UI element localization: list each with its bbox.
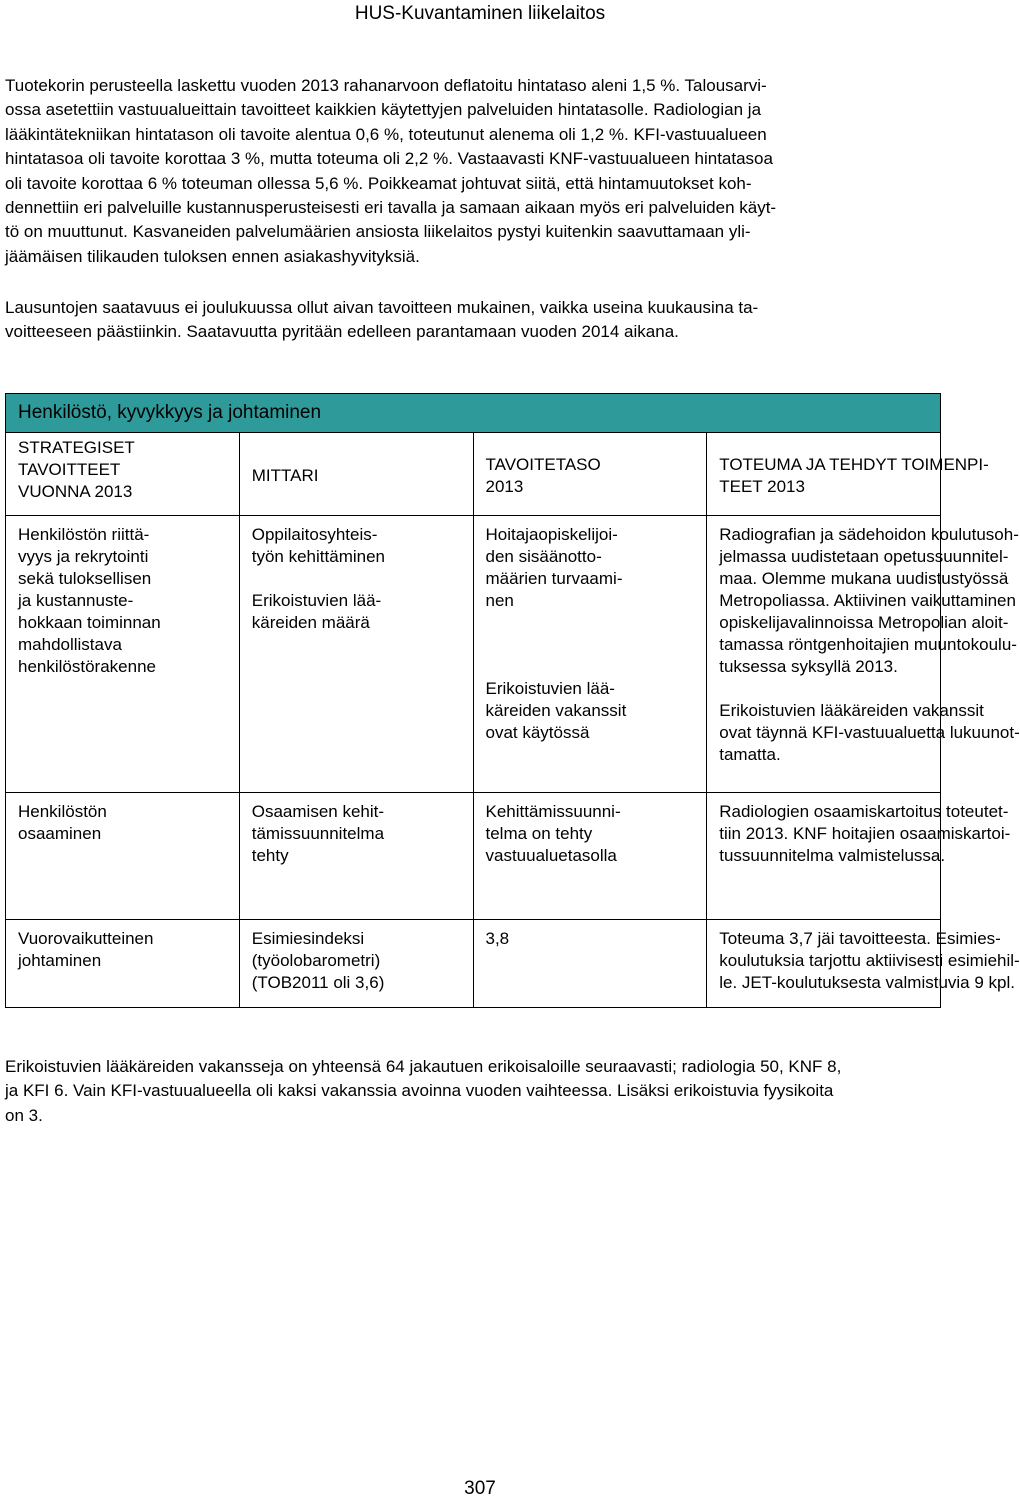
text-line: tö on muuttunut. Kasvaneiden palvelumäärien ansiosta liikelaitos pystyi kuitenkin saavuttamaan yli- (5, 222, 751, 242)
header-text: STRATEGISET (18, 438, 135, 457)
cell-target (473, 516, 707, 793)
header-cell-actual (707, 433, 989, 516)
cell-text: Hoitajaopiskelijoi- (485, 525, 618, 544)
cell-text: koulutuksia tarjottu aktiivisesti esimiehil- (719, 951, 1020, 970)
cell-text: Erikoistuvien lää- (485, 679, 615, 698)
cell-metric (239, 920, 473, 1008)
cell-text: Radiologien osaamiskartoitus toteutet- (719, 802, 1009, 821)
header-cell-target (473, 433, 707, 516)
header-cell-strategic-goals (6, 433, 240, 516)
header-text: 2013 (485, 477, 524, 496)
cell-text: käreiden vakanssit (485, 701, 627, 720)
paragraph-statement-availability (5, 296, 950, 345)
cell-text: johtaminen (18, 951, 102, 970)
header-text: MITTARI (251, 466, 319, 485)
cell-text: tehty (251, 846, 289, 865)
cell-text: 3,8 (485, 929, 510, 948)
cell-target (473, 793, 707, 920)
cell-text: maa. Olemme mukana uudistustyössä (719, 569, 1009, 588)
text-line: voitteeseen päästiinkin. Saatavuutta pyritään edelleen parantamaan vuoden 2014 aikana. (5, 322, 679, 342)
cell-strategic-goal (6, 516, 240, 793)
cell-strategic-goal (6, 920, 240, 1008)
text-line: lääkintätekniikan hintatason oli tavoite alentua 0,6 %, toteutunut alenema oli 1,2 %. KFI-vastuualueen (5, 124, 767, 144)
table-row (6, 516, 941, 793)
cell-target (473, 920, 707, 1008)
cell-text: määrien turvaami- (485, 569, 623, 588)
table-row (6, 920, 941, 1008)
cell-text: tamatta. (719, 745, 781, 764)
cell-text: (TOB2011 oli 3,6) (251, 973, 385, 992)
cell-text: tuksessa syksyllä 2013. (719, 657, 898, 676)
text-line: Lausuntojen saatavuus ei joulukuussa ollut aivan tavoitteen mukainen, vaikka useina kuukausina ta- (5, 298, 759, 317)
header-text: TOTEUMA JA TEHDYT TOIMENPI- (719, 455, 989, 474)
cell-actual (707, 793, 1011, 920)
cell-text: Esimiesindeksi (251, 929, 365, 948)
cell-text: opiskelijavalinnoissa Metropolian aloit- (719, 613, 1009, 632)
cell-text: telma on tehty (485, 824, 593, 843)
cell-text: käreiden määrä (251, 613, 370, 632)
cell-text: Kehittämissuunni- (485, 802, 621, 821)
text-line: dennettiin eri palveluille kustannusperusteisesti eri tavalla ja samaan aikaan myös eri palveluiden käyt- (5, 198, 777, 218)
table-section-title: Henkilöstö, kyvykkyys ja johtaminen (6, 394, 941, 433)
page-header-title: HUS-Kuvantaminen liikelaitos (354, 3, 606, 24)
cell-text: Erikoistuvien lää- (251, 591, 382, 610)
cell-text: den sisäänotto- (485, 547, 602, 566)
text-line: on 3. (5, 1105, 43, 1125)
cell-metric (239, 516, 473, 793)
cell-text: hokkaan toiminnan (18, 613, 161, 632)
cell-text: vastuualuetasolla (485, 846, 617, 865)
cell-text: tiin 2013. KNF hoitajien osaamiskartoi- (719, 824, 1011, 843)
cell-actual (707, 516, 1020, 793)
table-row (6, 793, 941, 920)
header-text: TAVOITTEET (18, 460, 121, 479)
cell-text: Oppilaitosyhteis- (251, 525, 378, 544)
cell-text: jelmassa uudistetaan opetussuunnitel- (719, 547, 1009, 566)
page-number: 307 (464, 1478, 496, 1499)
cell-text: osaaminen (18, 824, 102, 843)
cell-text: Osaamisen kehit- (251, 802, 385, 821)
text-line: oli tavoite korottaa 6 % toteuman ollessa 5,6 %. Poikkeamat johtuvat siitä, että hintamuutokset koh- (5, 173, 752, 193)
text-line: ossa asetettiin vastuualueittain tavoitteet kaikkien käytettyjen palveluiden hintatasolle. Radiologian ja (5, 100, 762, 120)
header-cell-metric (239, 433, 473, 516)
cell-text: (työolobarometri) (251, 951, 381, 970)
text-line: hintatasoa oli tavoite korottaa 3 %, mutta toteuma oli 2,2 %. Vastaavasti KNF-vastuualueen hintatasoa (5, 149, 773, 169)
cell-text: tamassa röntgenhoitajien muuntokoulu- (719, 635, 1017, 654)
header-text: TAVOITETASO (485, 455, 601, 474)
text-line: jäämäisen tilikauden tuloksen ennen asiakashyvityksiä. (5, 246, 420, 266)
cell-text: nen (485, 591, 514, 610)
cell-text: Toteuma 3,7 jäi tavoitteesta. Esimies- (719, 929, 1001, 948)
cell-text: le. JET-koulutuksesta valmistuvia 9 kpl. (719, 973, 1015, 992)
cell-text: ovat täynnä KFI-vastuualuetta lukuunot- (719, 723, 1020, 742)
cell-text: sekä tuloksellisen (18, 569, 152, 588)
cell-text: ja kustannuste- (18, 591, 134, 610)
cell-text: Henkilöstön riittä- (18, 525, 150, 544)
cell-actual (707, 920, 1020, 1008)
cell-metric (239, 793, 473, 920)
header-text: VUONNA 2013 (18, 482, 133, 501)
cell-text: Metropoliassa. Aktiivinen vaikuttaminen (719, 591, 1016, 610)
cell-text: Henkilöstön (18, 802, 107, 821)
cell-text: Vuorovaikutteinen (18, 929, 154, 948)
text-line: Erikoistuvien lääkäreiden vakansseja on yhteensä 64 jakautuen erikoisaloille seuraavasti; radiologia 50, KNF 8, (5, 1057, 842, 1076)
cell-text: tussuunnitelma valmistelussa. (719, 846, 946, 865)
cell-text: tämissuunnitelma (251, 824, 385, 843)
cell-text: Radiografian ja sädehoidon koulutusoh- (719, 525, 1019, 544)
cell-text: Erikoistuvien lääkäreiden vakanssit (719, 701, 984, 720)
text-line: Tuotekorin perusteella laskettu vuoden 2013 rahanarvoon deflatoitu hintataso aleni 1,5 %. Talousarvi- (5, 76, 767, 95)
cell-text: mahdollistava (18, 635, 122, 654)
goals-table (5, 393, 1020, 1008)
cell-strategic-goal (6, 793, 240, 920)
cell-text: henkilöstörakenne (18, 657, 156, 676)
cell-text: työn kehittäminen (251, 547, 385, 566)
cell-text: ovat käytössä (485, 723, 590, 742)
paragraph-price-level (5, 74, 950, 269)
paragraph-specialist-vacancies (5, 1055, 950, 1128)
header-text: TEET 2013 (719, 477, 805, 496)
text-line: ja KFI 6. Vain KFI-vastuualueella oli kaksi vakanssia avoinna vuoden vaihteessa. Lisäksi erikoistuvia fyysikoita (5, 1081, 834, 1101)
table-header-row (6, 433, 941, 516)
cell-text: vyys ja rekrytointi (18, 547, 149, 566)
